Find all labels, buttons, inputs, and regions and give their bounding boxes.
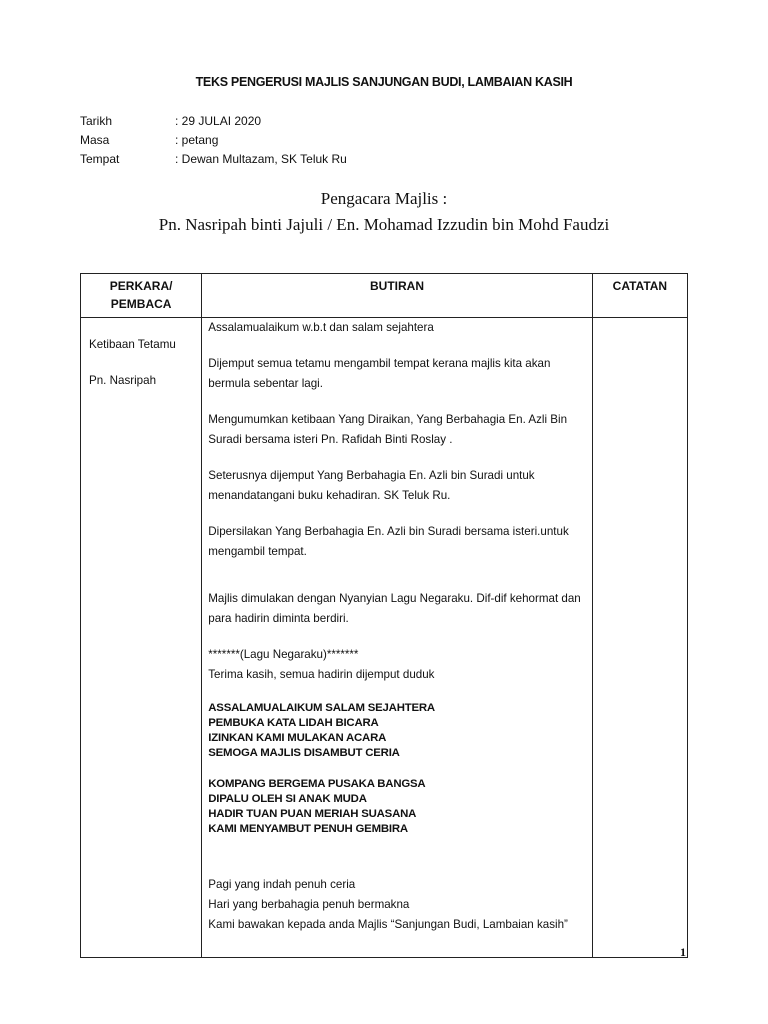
pantun-opening (208, 701, 585, 761)
perkara-cell (81, 318, 202, 958)
seating-text: Dipersilakan Yang Berbahagia En. Azli bin Suradi bersama isteri.untuk mengambil tempat. (208, 525, 569, 558)
header-perkara (81, 274, 202, 318)
closing-line: Hari yang berbahagia penuh bermakna (208, 898, 410, 911)
pantun-line: SEMOGA MAJLIS DISAMBUT CERIA (208, 747, 400, 759)
table-header-row (81, 274, 688, 318)
closing-verse (208, 875, 585, 935)
document-title: TEKS PENGERUSI MAJLIS SANJUNGAN BUDI, LAMBAIAN KASIH (195, 75, 573, 89)
host-block (0, 186, 768, 238)
anthem-marker: *******(Lagu Negaraku)******* (208, 648, 359, 661)
pantun-line: KAMI MENYAMBUT PENUH GEMBIRA (208, 823, 408, 835)
header-perkara-line1: PERKARA/ (109, 279, 173, 293)
header-perkara-line2: PEMBACA (110, 297, 172, 311)
meta-row-venue (80, 150, 347, 169)
meta-value: : Dewan Multazam, SK Teluk Ru (175, 152, 347, 166)
perkara-item: Ketibaan Tetamu (89, 338, 176, 351)
arrival-text: Mengumumkan ketibaan Yang Diraikan, Yang Berbahagia En. Azli Bin Suradi bersama isteri Pn. Rafidah Binti Roslay . (208, 413, 568, 446)
meta-label: Tempat (80, 152, 120, 166)
perkara-reader: Pn. Nasripah (89, 374, 157, 387)
header-catatan: CATATAN (592, 274, 687, 318)
program-table (80, 273, 688, 958)
meta-label: Masa (80, 133, 110, 147)
greeting-text: Assalamualaikum w.b.t dan salam sejahtera (208, 321, 434, 334)
closing-line: Kami bawakan kepada anda Majlis “Sanjungan Budi, Lambaian kasih” (208, 918, 568, 931)
meta-label: Tarikh (80, 114, 113, 128)
pantun-line: HADIR TUAN PUAN MERIAH SUASANA (208, 808, 417, 820)
host-heading: Pengacara Majlis : (320, 189, 448, 208)
host-names: Pn. Nasripah binti Jajuli / En. Mohamad Izzudin bin Mohd Faudzi (158, 215, 610, 234)
table-row (81, 318, 688, 958)
invite-text: Dijemput semua tetamu mengambil tempat kerana majlis kita akan bermula sebentar lagi. (208, 357, 551, 390)
pantun-kompang (208, 777, 585, 837)
pantun-line: KOMPANG BERGEMA PUSAKA BANGSA (208, 778, 426, 790)
meta-value: : petang (175, 133, 219, 147)
guestbook-text: Seterusnya dijemput Yang Berbahagia En. Azli bin Suradi untuk menandatangani buku kehadiran. SK Teluk Ru. (208, 469, 535, 502)
butiran-cell (202, 318, 592, 958)
pantun-line: DIPALU OLEH SI ANAK MUDA (208, 793, 367, 805)
header-butiran: BUTIRAN (202, 274, 592, 318)
pantun-line: PEMBUKA KATA LIDAH BICARA (208, 717, 379, 729)
thanks-text: Terima kasih, semua hadirin dijemput duduk (208, 668, 435, 681)
meta-row-date (80, 112, 347, 131)
anthem-text: Majlis dimulakan dengan Nyanyian Lagu Negaraku. Dif-dif kehormat dan para hadirin diminta berdiri. (208, 592, 581, 625)
closing-line: Pagi yang indah penuh ceria (208, 878, 356, 891)
pantun-line: IZINKAN KAMI MULAKAN ACARA (208, 732, 387, 744)
meta-row-time (80, 131, 347, 150)
page-number: 1 (680, 945, 686, 959)
pantun-line: ASSALAMUALAIKUM SALAM SEJAHTERA (208, 702, 435, 714)
catatan-cell (592, 318, 687, 958)
meta-value: : 29 JULAI 2020 (175, 114, 262, 128)
event-details (80, 112, 347, 169)
